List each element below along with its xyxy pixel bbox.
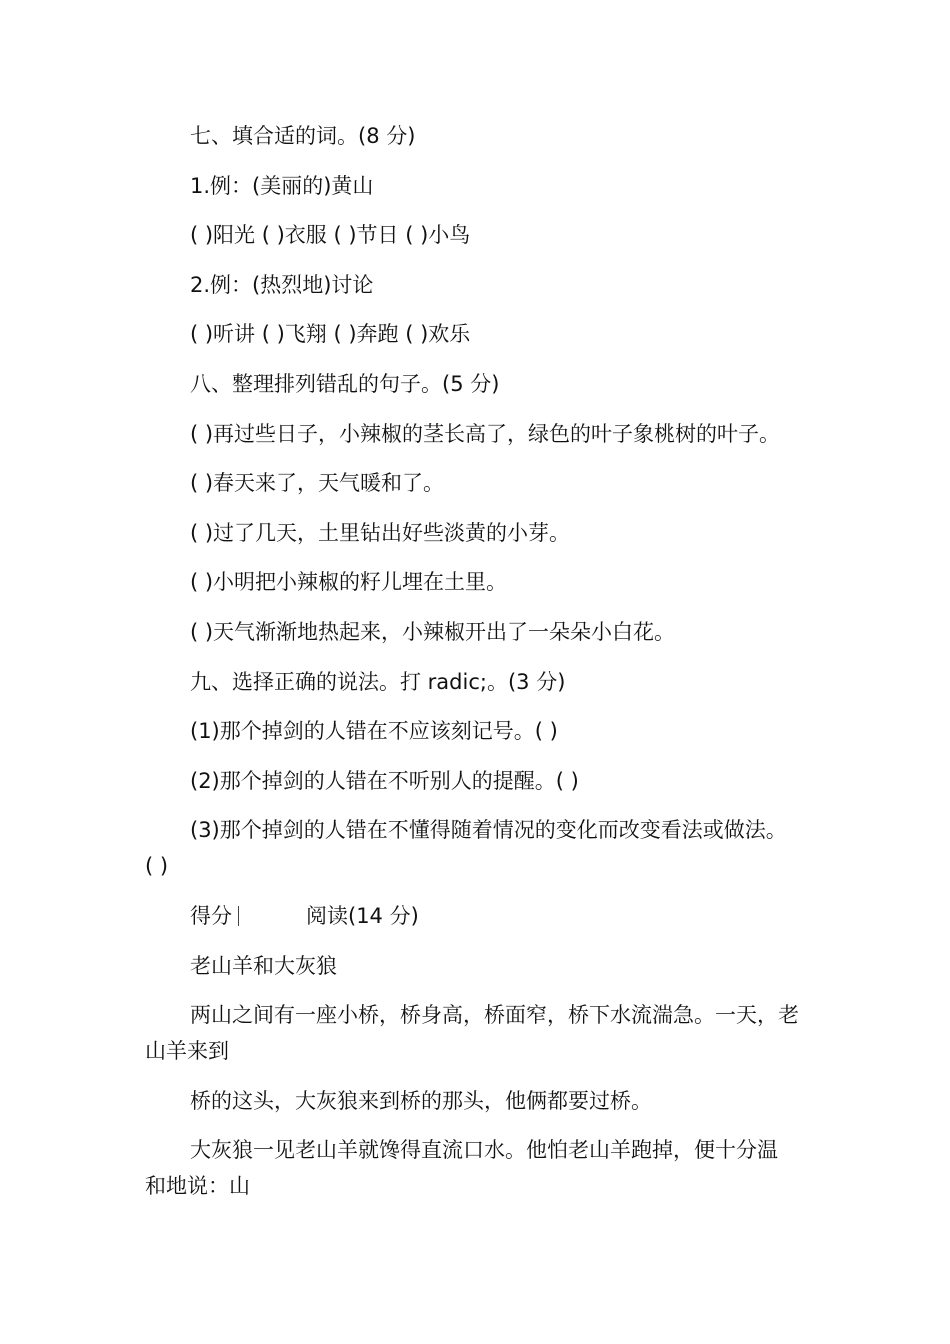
section-7-blank-row-1: ( )阳光 ( )衣服 ( )节日 ( )小鸟 [190,223,471,248]
section-8-item: ( )春天来了，天气暖和了。 [190,471,445,496]
score-label: 得分 [190,903,232,928]
story-paragraph-2: 桥的这头，大灰狼来到桥的那头，他俩都要过桥。 [190,1088,652,1113]
reading-heading-row [145,898,815,934]
score-box-divider [238,906,239,926]
section-8-item: ( )小明把小辣椒的籽儿埋在土里。 [190,570,508,595]
section-8-item: ( )再过些日子，小辣椒的茎长高了，绿色的叶子象桃树的叶子。 [190,421,781,446]
story-paragraph-3-line-2: 和地说：山 [145,1174,250,1199]
section-8-item: ( )天气渐渐地热起来，小辣椒开出了一朵朵小白花。 [190,619,676,644]
reading-heading: 阅读(14 分) [306,903,419,928]
section-9-heading: 九、选择正确的说法。打 radic;。(3 分) [190,669,566,694]
story-paragraph-1-line-2: 山羊来到 [145,1039,229,1064]
section-8-item: ( )过了几天，土里钻出好些淡黄的小芽。 [190,520,571,545]
story-paragraph-1-line-1: 两山之间有一座小桥，桥身高，桥面窄，桥下水流湍急。一天，老 [190,1003,799,1028]
story-paragraph-1 [145,997,815,1069]
section-7-heading: 七、填合适的词。(8 分) [190,124,416,148]
section-7-example-1: 1.例：(美丽的)黄山 [190,173,374,198]
story-paragraph-3-line-1: 大灰狼一见老山羊就馋得直流口水。他怕老山羊跑掉，便十分温 [190,1138,778,1163]
section-8-heading: 八、整理排列错乱的句子。(5 分) [190,371,500,396]
section-7-blank-row-2: ( )听讲 ( )飞翔 ( )奔跑 ( )欢乐 [190,322,471,347]
section-9-item-3-line-2: ( ) [145,854,169,879]
document-page [145,118,815,1218]
story-title: 老山羊和大灰狼 [190,953,337,978]
section-9-item: (2)那个掉剑的人错在不听别人的提醒。( ) [190,768,579,793]
story-paragraph-3 [145,1132,815,1204]
section-7-example-2: 2.例：(热烈地)讨论 [190,272,374,297]
section-9-item-3-line-1: (3)那个掉剑的人错在不懂得随着情况的变化而改变看法或做法。 [190,818,787,843]
section-9-item-3 [145,812,815,884]
section-9-item: (1)那个掉剑的人错在不应该刻记号。( ) [190,719,558,744]
